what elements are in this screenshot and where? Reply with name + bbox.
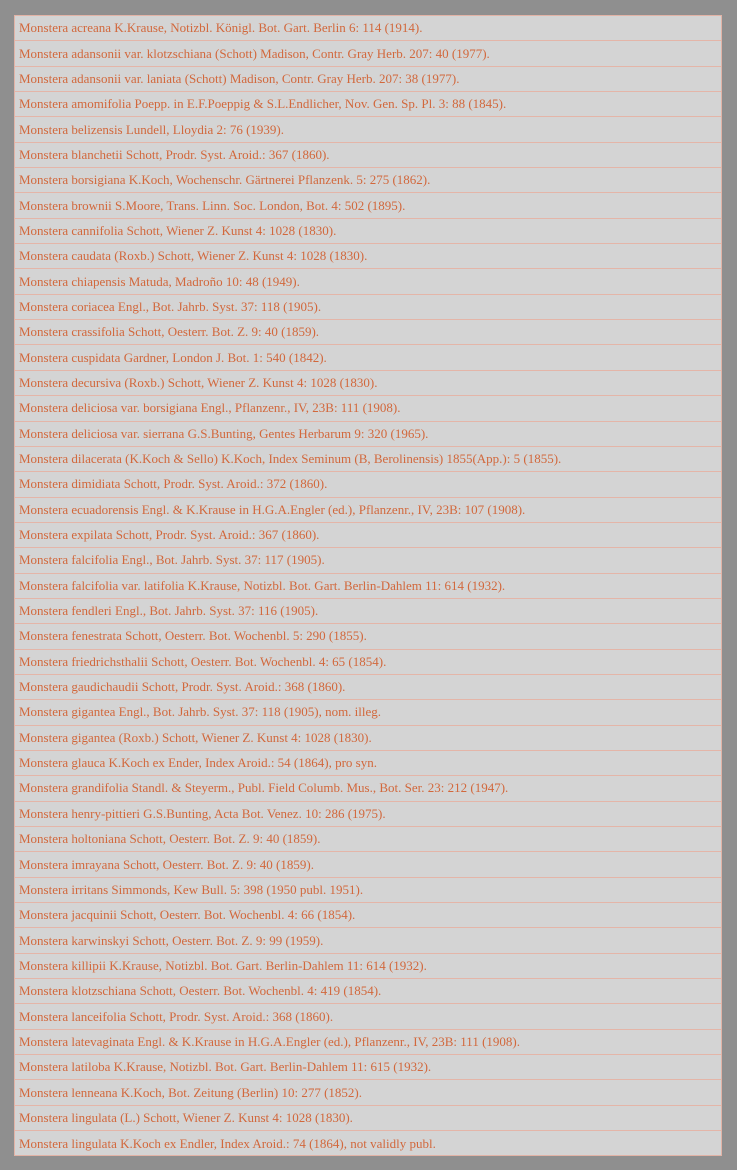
synonym-link[interactable]: Monstera adansonii var. laniata (Schott) Madison, Contr. Gray Herb. 207: 38 (1977).	[19, 70, 460, 86]
list-item	[15, 700, 721, 725]
synonym-link[interactable]: Monstera dilacerata (K.Koch & Sello) K.Koch, Index Seminum (B, Berolinensis) 1855(App.): 5 (1855).	[19, 451, 562, 467]
synonym-link[interactable]: Monstera karwinskyi Schott, Oesterr. Bot. Z. 9: 99 (1959).	[19, 932, 324, 948]
synonym-link[interactable]: Monstera friedrichsthalii Schott, Oesterr. Bot. Wochenbl. 4: 65 (1854).	[19, 653, 387, 669]
list-item	[15, 345, 721, 370]
list-item	[15, 396, 721, 421]
synonym-link[interactable]: Monstera ecuadorensis Engl. & K.Krause in H.G.A.Engler (ed.), Pflanzenr., IV, 23B: 107 (1908).	[19, 501, 526, 517]
synonym-link[interactable]: Monstera coriacea Engl., Bot. Jahrb. Syst. 37: 118 (1905).	[19, 298, 322, 314]
synonym-link[interactable]: Monstera latevaginata Engl. & K.Krause in H.G.A.Engler (ed.), Pflanzenr., IV, 23B: 111 (1908).	[19, 1033, 520, 1049]
synonym-link[interactable]: Monstera irritans Simmonds, Kew Bull. 5: 398 (1950 publ. 1951).	[19, 881, 364, 897]
list-item	[15, 41, 721, 66]
synonym-link[interactable]: Monstera falcifolia var. latifolia K.Krause, Notizbl. Bot. Gart. Berlin-Dahlem 11: 614 (1932).	[19, 577, 506, 593]
synonym-link[interactable]: Monstera imrayana Schott, Oesterr. Bot. Z. 9: 40 (1859).	[19, 856, 314, 872]
synonym-link[interactable]: Monstera chiapensis Matuda, Madroño 10: 48 (1949).	[19, 273, 300, 289]
synonym-link[interactable]: Monstera blanchetii Schott, Prodr. Syst. Aroid.: 367 (1860).	[19, 146, 330, 162]
list-item	[15, 16, 721, 41]
list-item	[15, 852, 721, 877]
list-item	[15, 67, 721, 92]
list-item	[15, 1106, 721, 1131]
synonym-link[interactable]: Monstera lingulata (L.) Schott, Wiener Z. Kunst 4: 1028 (1830).	[19, 1109, 353, 1125]
list-item	[15, 751, 721, 776]
list-item	[15, 827, 721, 852]
list-item	[15, 92, 721, 117]
list-item	[15, 903, 721, 928]
synonym-link[interactable]: Monstera borsigiana K.Koch, Wochenschr. Gärtnerei Pflanzenk. 5: 275 (1862).	[19, 172, 431, 188]
synonym-link[interactable]: Monstera holtoniana Schott, Oesterr. Bot. Z. 9: 40 (1859).	[19, 831, 321, 847]
synonym-link[interactable]: Monstera falcifolia Engl., Bot. Jahrb. Syst. 37: 117 (1905).	[19, 552, 325, 568]
list-item	[15, 193, 721, 218]
list-item	[15, 295, 721, 320]
list-item	[15, 472, 721, 497]
synonym-link[interactable]: Monstera adansonii var. klotzschiana (Schott) Madison, Contr. Gray Herb. 207: 40 (1977).	[19, 45, 490, 61]
synonym-link[interactable]: Monstera lanceifolia Schott, Prodr. Syst. Aroid.: 368 (1860).	[19, 1008, 334, 1024]
list-item	[15, 422, 721, 447]
synonym-link[interactable]: Monstera caudata (Roxb.) Schott, Wiener Z. Kunst 4: 1028 (1830).	[19, 248, 368, 264]
synonym-list	[14, 15, 722, 1156]
list-item	[15, 928, 721, 953]
list-item	[15, 878, 721, 903]
synonym-link[interactable]: Monstera belizensis Lundell, Lloydia 2: 76 (1939).	[19, 121, 285, 137]
list-item	[15, 371, 721, 396]
list-item	[15, 954, 721, 979]
list-item	[15, 1080, 721, 1105]
synonym-link[interactable]: Monstera glauca K.Koch ex Ender, Index Aroid.: 54 (1864), pro syn.	[19, 755, 377, 771]
list-item	[15, 1030, 721, 1055]
list-item	[15, 1055, 721, 1080]
list-item	[15, 447, 721, 472]
list-item	[15, 269, 721, 294]
synonym-link[interactable]: Monstera deliciosa var. borsigiana Engl., Pflanzenr., IV, 23B: 111 (1908).	[19, 400, 401, 416]
synonym-link[interactable]: Monstera gigantea Engl., Bot. Jahrb. Syst. 37: 118 (1905), nom. illeg.	[19, 704, 382, 720]
synonym-link[interactable]: Monstera lingulata K.Koch ex Endler, Index Aroid.: 74 (1864), not validly publ.	[19, 1135, 436, 1151]
synonym-link[interactable]: Monstera cuspidata Gardner, London J. Bot. 1: 540 (1842).	[19, 349, 327, 365]
synonym-link[interactable]: Monstera gaudichaudii Schott, Prodr. Syst. Aroid.: 368 (1860).	[19, 679, 346, 695]
list-item	[15, 802, 721, 827]
synonym-link[interactable]: Monstera jacquinii Schott, Oesterr. Bot. Wochenbl. 4: 66 (1854).	[19, 907, 356, 923]
synonym-link[interactable]: Monstera amomifolia Poepp. in E.F.Poeppig & S.L.Endlicher, Nov. Gen. Sp. Pl. 3: 88 (1845).	[19, 96, 507, 112]
list-item	[15, 624, 721, 649]
synonym-link[interactable]: Monstera deliciosa var. sierrana G.S.Bunting, Gentes Herbarum 9: 320 (1965).	[19, 425, 429, 441]
list-item	[15, 498, 721, 523]
synonym-link[interactable]: Monstera cannifolia Schott, Wiener Z. Kunst 4: 1028 (1830).	[19, 222, 337, 238]
synonym-link[interactable]: Monstera fenestrata Schott, Oesterr. Bot. Wochenbl. 5: 290 (1855).	[19, 628, 367, 644]
synonym-link[interactable]: Monstera dimidiata Schott, Prodr. Syst. Aroid.: 372 (1860).	[19, 476, 328, 492]
synonym-link[interactable]: Monstera crassifolia Schott, Oesterr. Bot. Z. 9: 40 (1859).	[19, 324, 320, 340]
list-item	[15, 244, 721, 269]
synonym-link[interactable]: Monstera decursiva (Roxb.) Schott, Wiener Z. Kunst 4: 1028 (1830).	[19, 374, 378, 390]
synonym-link[interactable]: Monstera killipii K.Krause, Notizbl. Bot. Gart. Berlin-Dahlem 11: 614 (1932).	[19, 957, 427, 973]
synonym-link[interactable]: Monstera lenneana K.Koch, Bot. Zeitung (Berlin) 10: 277 (1852).	[19, 1084, 362, 1100]
list-item	[15, 574, 721, 599]
list-item	[15, 320, 721, 345]
list-item	[15, 776, 721, 801]
list-item	[15, 979, 721, 1004]
list-item	[15, 675, 721, 700]
synonym-link[interactable]: Monstera grandifolia Standl. & Steyerm., Publ. Field Columb. Mus., Bot. Ser. 23: 212 (1947).	[19, 780, 509, 796]
list-item	[15, 650, 721, 675]
synonym-link[interactable]: Monstera acreana K.Krause, Notizbl. Königl. Bot. Gart. Berlin 6: 114 (1914).	[19, 20, 423, 36]
synonym-link[interactable]: Monstera gigantea (Roxb.) Schott, Wiener Z. Kunst 4: 1028 (1830).	[19, 729, 372, 745]
synonym-link[interactable]: Monstera brownii S.Moore, Trans. Linn. Soc. London, Bot. 4: 502 (1895).	[19, 197, 406, 213]
list-item	[15, 219, 721, 244]
synonym-link[interactable]: Monstera expilata Schott, Prodr. Syst. Aroid.: 367 (1860).	[19, 527, 320, 543]
synonym-link[interactable]: Monstera latiloba K.Krause, Notizbl. Bot. Gart. Berlin-Dahlem 11: 615 (1932).	[19, 1059, 432, 1075]
list-item	[15, 1004, 721, 1029]
synonym-link[interactable]: Monstera klotzschiana Schott, Oesterr. Bot. Wochenbl. 4: 419 (1854).	[19, 983, 382, 999]
list-item	[15, 726, 721, 751]
list-item	[15, 548, 721, 573]
list-item	[15, 599, 721, 624]
list-item	[15, 523, 721, 548]
synonym-link[interactable]: Monstera henry-pittieri G.S.Bunting, Acta Bot. Venez. 10: 286 (1975).	[19, 805, 386, 821]
list-item	[15, 117, 721, 142]
synonym-link[interactable]: Monstera fendleri Engl., Bot. Jahrb. Syst. 37: 116 (1905).	[19, 603, 319, 619]
list-item	[15, 168, 721, 193]
list-item	[15, 143, 721, 168]
list-item	[15, 1131, 721, 1156]
